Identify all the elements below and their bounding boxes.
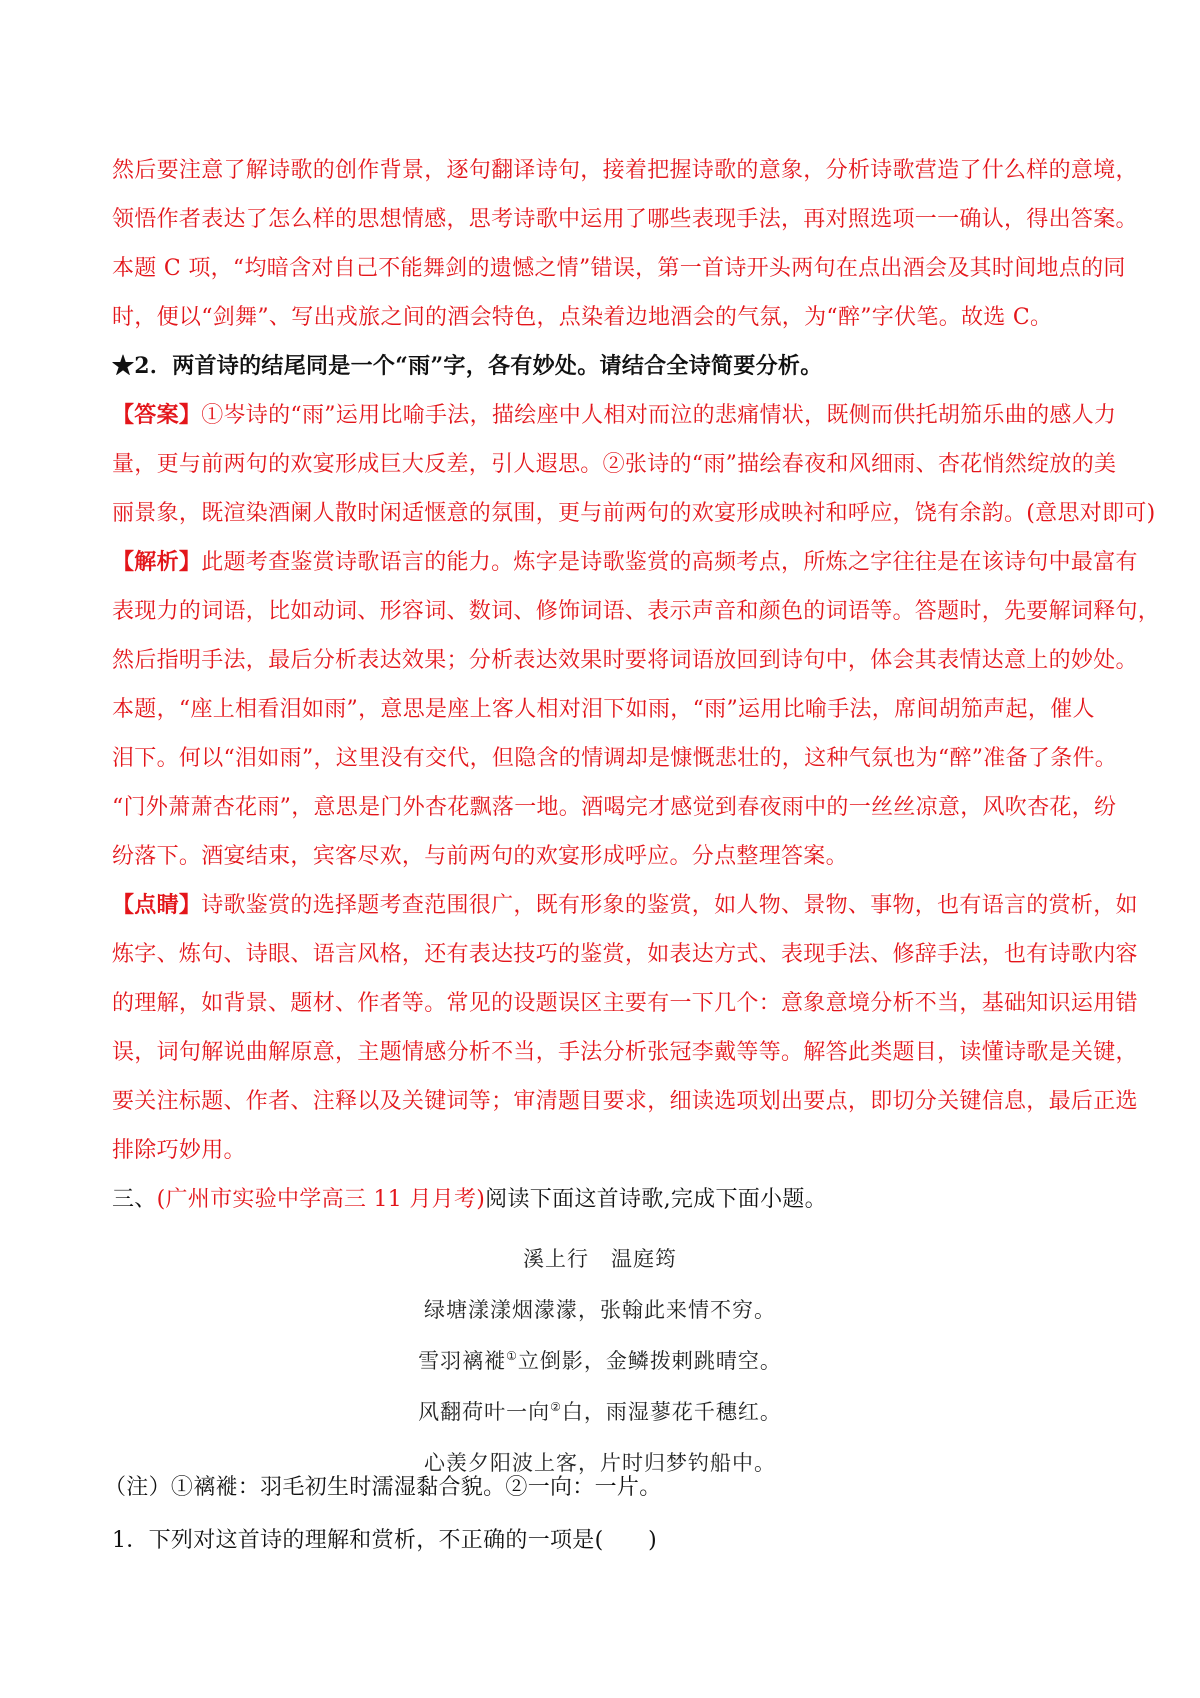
previous-analysis-continuation: [112, 146, 1138, 342]
text-line: 量，更与前两句的欢宴形成巨大反差，引人遐思。②张诗的“雨”描绘春夜和风细雨、杏花悄然绽放的美: [112, 452, 1117, 477]
note-text: （注）①褵褷：羽毛初生时濡湿黏合貌。②一向：一片。: [104, 1475, 662, 1500]
poem-line-2-part-b: 立倒影，金鳞拨剌跳晴空。: [517, 1349, 782, 1373]
poem: [0, 1234, 1200, 1489]
tip-label: 【点睛】: [112, 892, 202, 918]
text-line: 然后指明手法，最后分析表达效果；分析表达效果时要将词语放回到诗句中，体会其表情达意上的妙处。: [112, 648, 1138, 673]
text-line: 误，词句解说曲解原意，主题情感分析不当，手法分析张冠李戴等等。解答此类题目，读懂诗歌是关键，: [112, 1040, 1138, 1065]
poem-line-1: 绿塘漾漾烟濛濛，张翰此来情不穷。: [424, 1298, 776, 1322]
text-line: 的理解，如背景、题材、作者等。常见的设题误区主要有一下几个：意象意境分析不当，基础知识运用错: [112, 991, 1138, 1016]
question-1-text: 1．下列对这首诗的理解和赏析，不正确的一项是( ): [112, 1528, 657, 1553]
poem-title: 溪上行 温庭筠: [523, 1247, 677, 1271]
section-3-instruction: 阅读下面这首诗歌,完成下面小题。: [485, 1187, 827, 1212]
tip-block: [112, 881, 1138, 1175]
answer-block: [112, 391, 1156, 538]
text-line: 时，便以“剑舞”、写出戎旅之间的酒会特色，点染着边地酒会的气氛，为“醉”字伏笔。故选 C。: [112, 305, 1053, 330]
analysis-text: 此题考查鉴赏诗歌语言的能力。炼字是诗歌鉴赏的高频考点，所炼之字往往是在该诗句中最富有: [201, 550, 1138, 575]
poem-line-3-part-a: 风翻荷叶一向: [418, 1400, 551, 1424]
text-line: 泪下。何以“泪如雨”，这里没有交代，但隐含的情调却是慷慨悲壮的，这种气氛也为“醉”准备了条件。: [112, 746, 1118, 771]
analysis-block: [112, 538, 1161, 881]
text-line: 表现力的词语，比如动词、形容词、数词、修饰词语、表示声音和颜色的词语等。答题时，先要解词释句，: [112, 599, 1161, 624]
poem-line-2: [0, 1336, 1200, 1387]
poem-line-4: 心羡夕阳波上客，片时归梦钓船中。: [424, 1451, 776, 1475]
text-line: 领悟作者表达了怎么样的思想情感，思考诗歌中运用了哪些表现手法，再对照选项一一确认，得出答案。: [112, 207, 1138, 232]
text-line: 炼字、炼句、诗眼、语言风格，还有表达技巧的鉴赏，如表达方式、表现手法、修辞手法，也有诗歌内容: [112, 942, 1138, 967]
poem-line-3: [0, 1387, 1200, 1438]
answer-label: 【答案】: [112, 402, 202, 428]
answer-text: ①岑诗的“雨”运用比喻手法，描绘座中人相对而泣的悲痛情状，既侧而供托胡笳乐曲的感人力: [201, 403, 1117, 428]
text-line: 本题，“座上相看泪如雨”，意思是座上客人相对泪下如雨，“雨”运用比喻手法，席间胡笳声起，催人: [112, 697, 1095, 722]
text-line: 然后要注意了解诗歌的创作背景，逐句翻译诗句，接着把握诗歌的意象，分析诗歌营造了什么样的意境，: [112, 158, 1138, 183]
poem-line-2-part-a: 雪羽褵褷: [418, 1349, 507, 1373]
poem-line-3-part-b: 白，雨湿蓼花千穗红。: [561, 1400, 782, 1424]
text-line: 丽景象，既渲染酒阑人散时闲适惬意的氛围，更与前两句的欢宴形成映衬和呼应，饶有余韵。(意思对即可): [112, 501, 1156, 526]
section-3-heading: [112, 1175, 1092, 1224]
question-2: [112, 342, 1092, 391]
text-line: “门外萧萧杏花雨”，意思是门外杏花飘落一地。酒喝完才感觉到春夜雨中的一丝丝凉意，风吹杏花，纷: [112, 795, 1117, 820]
tip-text: 诗歌鉴赏的选择题考查范围很广，既有形象的鉴赏，如人物、景物、事物，也有语言的赏析，如: [201, 893, 1138, 918]
section-3-line: [112, 1175, 1092, 1224]
text-line: 排除巧妙用。: [112, 1138, 246, 1163]
footnote-marker-1: ①: [506, 1349, 518, 1363]
section-3-prefix: 三、: [112, 1187, 157, 1212]
text-line: 要关注标题、作者、注释以及关键词等；审清题目要求，细读选项划出要点，即切分关键信息，最后正选: [112, 1089, 1138, 1114]
poem-note: [104, 1463, 1084, 1512]
footnote-marker-2: ②: [550, 1400, 562, 1414]
question-1: [112, 1516, 1092, 1565]
question-2-title: ★2．两首诗的结尾同是一个“雨”字，各有妙处。请结合全诗简要分析。: [112, 353, 823, 379]
analysis-first-line: [112, 538, 1138, 587]
text-line: 本题 C 项，“均暗含对自己不能舞剑的遗憾之情”错误，第一首诗开头两句在点出酒会及其时间地点的同: [112, 256, 1126, 281]
analysis-label: 【解析】: [112, 549, 202, 575]
text-line: 纷落下。酒宴结束，宾客尽欢，与前两句的欢宴形成呼应。分点整理答案。: [112, 844, 848, 869]
answer-first-line: [112, 391, 1117, 440]
section-3-source: (广州市实验中学高三 11 月月考): [156, 1187, 486, 1212]
tip-first-line: [112, 881, 1138, 930]
